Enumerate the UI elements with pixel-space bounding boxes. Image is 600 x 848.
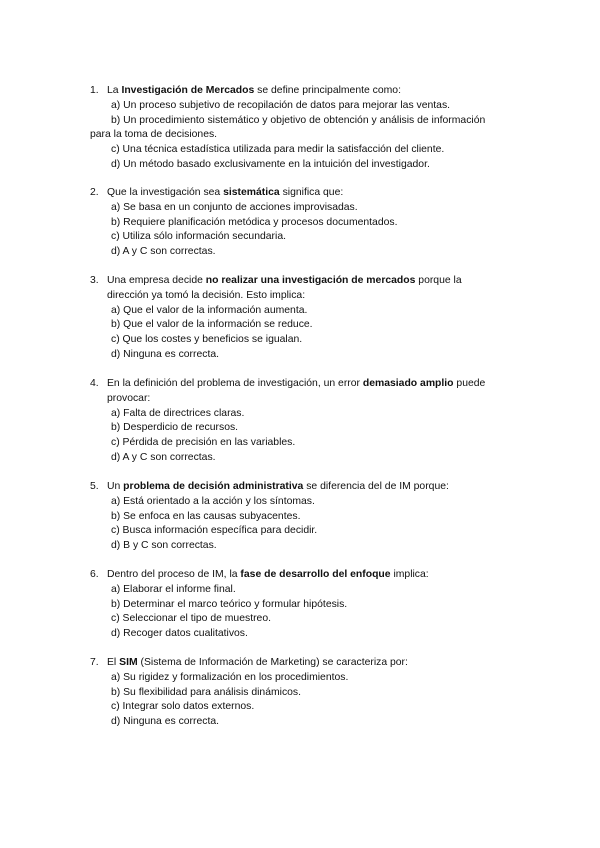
question-number: 3. [90,275,99,286]
question-stem: El SIM (Sistema de Información de Marketing) se caracteriza por: [107,657,408,668]
option-a: a) Está orientado a la acción y los síntomas. [111,495,315,507]
question-5 [90,480,530,554]
question-stem: Un problema de decisión administrativa se diferencia del de IM porque: [107,481,449,492]
option-d: d) A y C son correctas. [111,246,216,258]
question-keyword: sistemática [223,187,280,198]
question-number: 5. [90,481,99,492]
option-a: a) Su rigidez y formalización en los procedimientos. [111,671,349,683]
option-d: d) Un método basado exclusivamente en la intuición del investigador. [111,158,430,170]
option-b: b) Desperdicio de recursos. [111,422,239,434]
option-b: b) Un procedimiento sistemático y objetivo de obtención y análisis de información [111,114,486,126]
question-6 [90,568,530,642]
option-c: c) Una técnica estadística utilizada para medir la satisfacción del cliente. [111,144,445,156]
option-c: c) Integrar solo datos externos. [111,701,255,713]
question-2 [90,186,530,260]
option-b: b) Determinar el marco teórico y formular hipótesis. [111,598,348,610]
question-number: 7. [90,657,99,668]
options-list [90,671,530,730]
question-keyword: no realizar una investigación de mercados [205,275,416,286]
option-c: c) Seleccionar el tipo de muestreo. [111,613,271,625]
option-a: a) Falta de directrices claras. [111,407,245,419]
option-c: c) Busca información específica para decidir. [111,525,318,537]
question-number: 4. [90,378,99,389]
question-stem: La Investigación de Mercados se define principalmente como: [107,85,401,96]
option-d: d) Ninguna es correcta. [111,348,220,360]
option-a: a) Un proceso subjetivo de recopilación de datos para mejorar las ventas. [111,99,451,111]
option-d: d) Recoger datos cualitativos. [111,628,248,640]
options-list [90,583,530,642]
option-b: b) Se enfoca en las causas subyacentes. [111,510,301,522]
option-d: d) A y C son correctas. [111,451,216,463]
options-list [90,99,530,173]
option-d: d) B y C son correctas. [111,540,217,552]
question-3 [90,274,530,363]
question-stem-line2: dirección ya tomó la decisión. Esto implica: [107,289,306,301]
option-c: c) Que los costes y beneficios se igualan. [111,334,303,346]
options-list [90,495,530,554]
option-d: d) Ninguna es correcta. [111,716,220,728]
options-list [90,201,530,260]
question-number: 6. [90,569,99,580]
question-number: 1. [90,85,99,96]
option-b-continued: para la toma de decisiones. [90,129,218,141]
question-7 [90,656,530,730]
option-a: a) Se basa en un conjunto de acciones improvisadas. [111,201,358,213]
question-stem: En la definición del problema de investigación, un error demasiado amplio puede [107,378,486,389]
option-a: a) Elaborar el informe final. [111,583,236,595]
question-stem: Que la investigación sea sistemática significa que: [107,187,344,198]
question-number: 2. [90,187,99,198]
option-b: b) Su flexibilidad para análisis dinámicos. [111,686,302,698]
option-b: b) Requiere planificación metódica y procesos documentados. [111,216,398,228]
options-list [90,304,530,363]
question-keyword: demasiado amplio [362,378,454,389]
question-keyword: SIM [119,657,138,668]
question-keyword: Investigación de Mercados [121,85,255,96]
question-stem-line2: provocar: [107,392,151,404]
question-1 [90,84,530,173]
option-c: c) Utiliza sólo información secundaria. [111,231,286,243]
option-a: a) Que el valor de la información aumenta. [111,304,308,316]
question-4 [90,377,530,466]
question-keyword: fase de desarrollo del enfoque [240,569,391,580]
question-stem: Una empresa decide no realizar una investigación de mercados porque la [107,275,462,286]
options-list [90,407,530,466]
option-b: b) Que el valor de la información se reduce. [111,319,313,331]
question-stem: Dentro del proceso de IM, la fase de desarrollo del enfoque implica: [107,569,429,580]
question-keyword: problema de decisión administrativa [123,481,304,492]
option-c: c) Pérdida de precisión en las variables. [111,437,296,449]
